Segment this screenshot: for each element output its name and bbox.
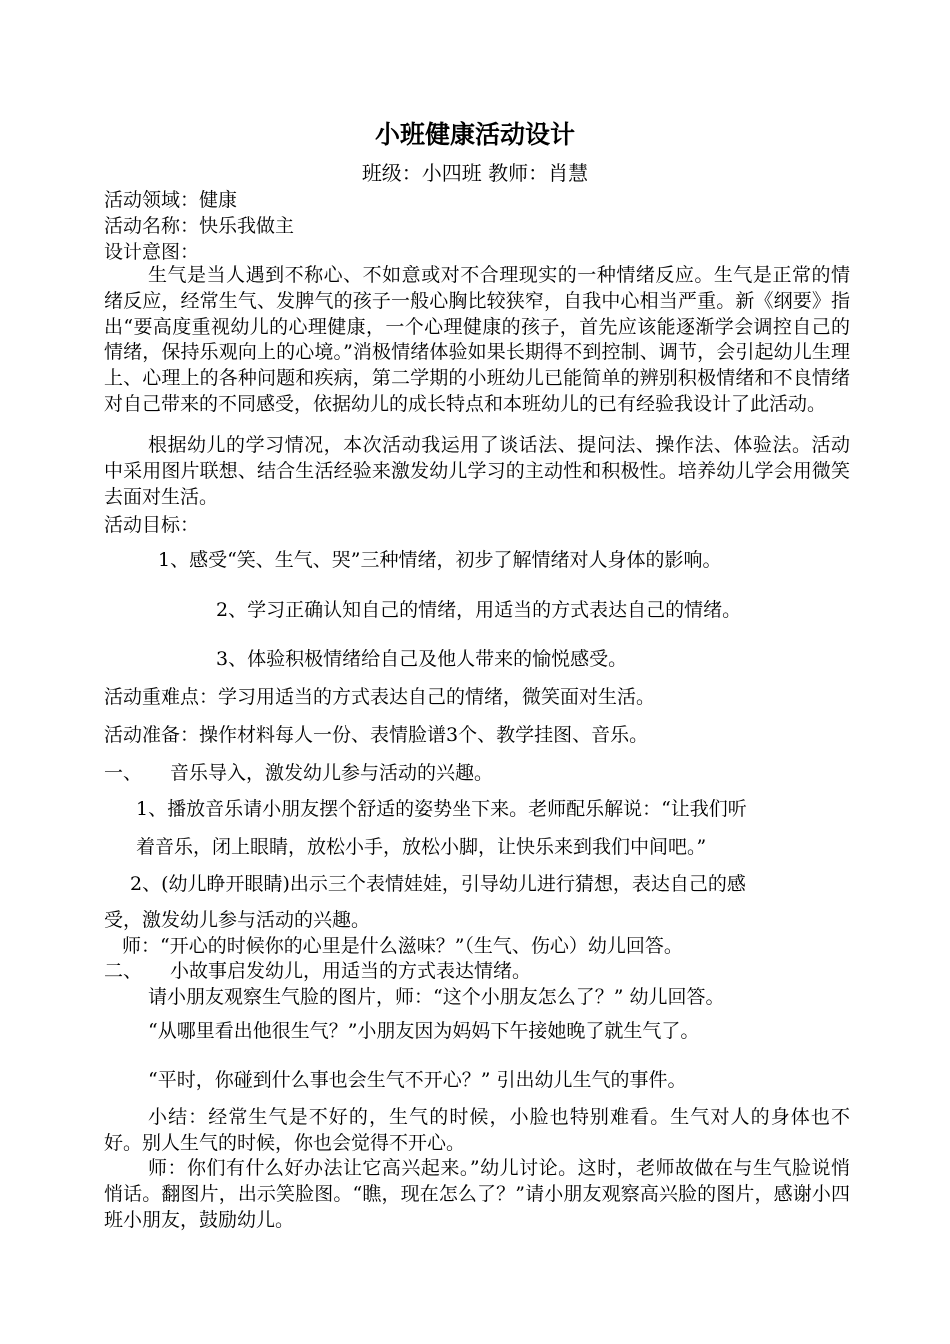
preparation: 活动准备：操作材料每人一份、表情脸谱3个、教学挂图、音乐。 [104,724,649,746]
teacher-question-2: 师：你们有什么好办法让它高兴起来。”幼儿讨论。这时，老师故做在与生气脸说悄悄话。翻图片，出示笑脸图。“瞧，现在怎么了？”请小朋友观察高兴脸的图片，感谢小四班小朋友，鼓励幼儿。 [104,1157,850,1231]
design-intent-paragraph-1: 生气是当人遇到不称心、不如意或对不合理现实的一种情绪反应。生气是正常的情绪反应，经常生气、发脾气的孩子一般心胸比较狭窄，自我中心相当严重。新《纲要》指出“要高度重视幼儿的心理健康，一个心理健康的孩子，首先应该能逐渐学会调控自己的情绪，保持乐观向上的心境。”消极情绪体验如果长期得不到控制、调节，会引起幼儿生理上、心理上的各种问题和疾病，第二学期的小班幼儿已能简单的辨别积极情绪和不良情绪对自己带来的不同感受，依据幼儿的成长特点和本班幼儿的已有经验我设计了此活动。 [104,264,850,415]
key-points: 活动重难点：学习用适当的方式表达自己的情绪，微笑面对生活。 [104,686,656,708]
goal-2: 2、学习正确认知自己的情绪，用适当的方式表达自己的情绪。 [216,599,742,621]
section-1-number: 一、 [104,762,143,784]
activity-domain: 活动领域：健康 [104,189,238,211]
design-intent-paragraph-2: 根据幼儿的学习情况，本次活动我运用了谈话法、提问法、操作法、体验法。活动中采用图片联想、结合生活经验来激发幼儿学习的主动性和积极性。培养幼儿学会用微笑去面对生活。 [104,434,850,508]
step-1-line-1: 1、播放音乐请小朋友摆个舒适的姿势坐下来。老师配乐解说：“让我们听 [136,798,747,820]
section-2-number: 二、 [104,960,143,982]
section-2-line-2: “从哪里看出他很生气？”小朋友因为妈妈下午接她晚了就生气了。 [148,1020,700,1042]
section-2-line-3: “平时，你碰到什么事也会生气不开心？” 引出幼儿生气的事件。 [148,1069,687,1091]
goal-3: 3、体验积极情绪给自己及他人带来的愉悦感受。 [216,648,628,670]
teacher-question-1: 师：“开心的时候你的心里是什么滋味？”（生气、伤心）幼儿回答。 [122,935,683,957]
activity-name: 活动名称：快乐我做主 [104,215,295,237]
section-2-heading: 小故事启发幼儿，用适当的方式表达情绪。 [170,960,532,982]
class-teacher-line: 班级：小四班 教师：肖慧 [361,161,589,185]
summary-paragraph: 小结：经常生气是不好的，生气的时候，小脸也特别难看。生气对人的身体也不好。别人生气的时候，你也会觉得不开心。 [104,1106,850,1154]
section-2-line-1: 请小朋友观察生气脸的图片，师：“这个小朋友怎么了？” 幼儿回答。 [148,986,725,1008]
goal-1: 1、感受“笑、生气、哭”三种情绪，初步了解情绪对人身体的影响。 [158,549,722,571]
section-1-heading: 音乐导入，激发幼儿参与活动的兴趣。 [170,762,494,784]
step-2-line-1: 2、(幼儿睁开眼睛)出示三个表情娃娃，引导幼儿进行猜想，表达自己的感 [130,873,746,895]
step-2-line-2: 受，激发幼儿参与活动的兴趣。 [104,909,371,931]
design-intent-label: 设计意图： [104,241,200,263]
step-1-line-2: 着音乐，闭上眼睛，放松小手，放松小脚，让快乐来到我们中间吧。” [136,836,707,858]
document-title: 小班健康活动设计 [374,120,575,149]
goals-label: 活动目标： [104,514,200,536]
